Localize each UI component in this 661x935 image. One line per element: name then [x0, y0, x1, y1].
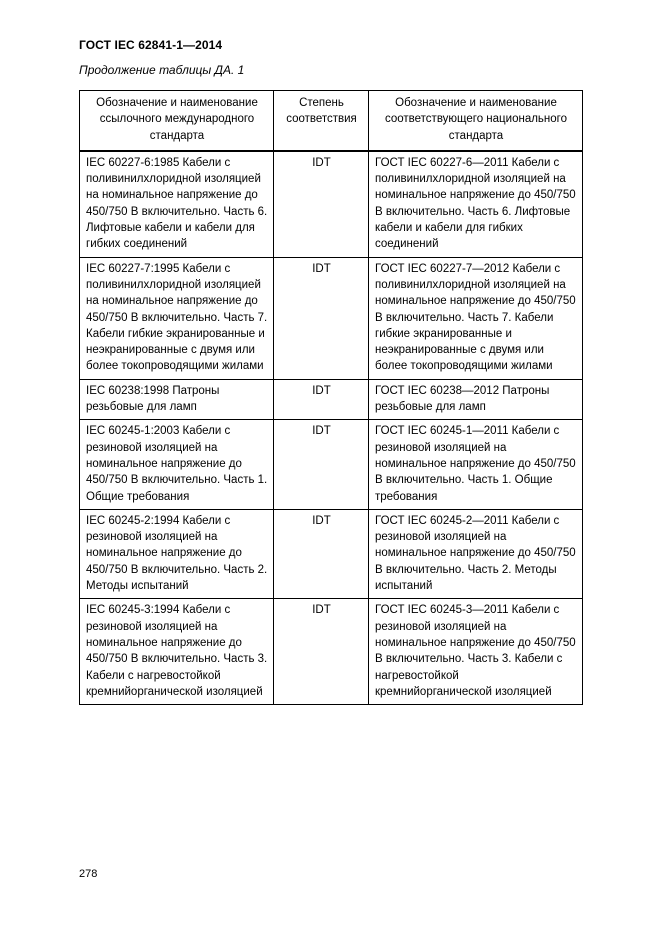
degree-cell: IDT [274, 379, 369, 420]
international-standard-cell: IEC 60227-7:1995 Кабели с поливинилхлоридной изоляцией на номинальное напряжение до 450/750 В включительно. Часть 7. Кабели гибкие экранированные и неэкранированные с двумя или более токопроводящими жилами [80, 257, 274, 379]
table-row [80, 509, 583, 598]
international-standard-cell: IEC 60245-1:2003 Кабели с резиновой изоляцией на номинальное напряжение до 450/750 В включительно. Часть 1. Общие требования [80, 420, 274, 509]
degree-cell: IDT [274, 599, 369, 705]
national-standard-cell: ГОСТ IEC 60227-7—2012 Кабели с поливинилхлоридной изоляцией на номинальное напряжение до 450/750 В включительно. Часть 7. Кабели гибкие экранированные и неэкранированные с двумя или более токопроводящими жилами [369, 257, 583, 379]
national-standard-cell: ГОСТ IEC 60245-3—2011 Кабели с резиновой изоляцией на номинальное напряжение до 450/750 В включительно. Часть 3. Кабели с нагревостойкой кремнийорганической изоляцией [369, 599, 583, 705]
international-standard-cell: IEC 60238:1998 Патроны резьбовые для ламп [80, 379, 274, 420]
national-standard-cell: ГОСТ IEC 60245-1—2011 Кабели с резиновой изоляцией на номинальное напряжение до 450/750 В включительно. Часть 1. Общие требования [369, 420, 583, 509]
column-header-international-standard: Обозначение и наименование ссылочного международного стандарта [80, 91, 274, 151]
international-standard-cell: IEC 60245-3:1994 Кабели с резиновой изоляцией на номинальное напряжение до 450/750 В включительно. Часть 3. Кабели с нагревостойкой кремнийорганической изоляцией [80, 599, 274, 705]
column-header-degree-of-correspondence: Степень соответствия [274, 91, 369, 151]
document-title: ГОСТ IEC 62841-1—2014 [79, 38, 223, 52]
standards-correspondence-table [79, 90, 583, 705]
international-standard-cell: IEC 60245-2:1994 Кабели с резиновой изоляцией на номинальное напряжение до 450/750 В включительно. Часть 2. Методы испытаний [80, 509, 274, 598]
table-header-row [80, 91, 583, 151]
table-row [80, 151, 583, 257]
national-standard-cell: ГОСТ IEC 60227-6—2011 Кабели с поливинилхлоридной изоляцией на номинальное напряжение до 450/750 В включительно. Часть 6. Лифтовые кабели и кабели для гибких соединений [369, 151, 583, 257]
national-standard-cell: ГОСТ IEC 60238—2012 Патроны резьбовые для ламп [369, 379, 583, 420]
table-row [80, 257, 583, 379]
degree-cell: IDT [274, 257, 369, 379]
table-caption: Продолжение таблицы ДА. 1 [79, 63, 245, 77]
column-header-national-standard: Обозначение и наименование соответствующего национального стандарта [369, 91, 583, 151]
international-standard-cell: IEC 60227-6:1985 Кабели с поливинилхлоридной изоляцией на номинальное напряжение до 450/750 В включительно. Часть 6. Лифтовые кабели и кабели для гибких соединений [80, 151, 274, 257]
degree-cell: IDT [274, 151, 369, 257]
national-standard-cell: ГОСТ IEC 60245-2—2011 Кабели с резиновой изоляцией на номинальное напряжение до 450/750 В включительно. Часть 2. Методы испытаний [369, 509, 583, 598]
page-number: 278 [79, 868, 98, 880]
table-row [80, 379, 583, 420]
degree-cell: IDT [274, 420, 369, 509]
degree-cell: IDT [274, 509, 369, 598]
table-row [80, 599, 583, 705]
table-row [80, 420, 583, 509]
